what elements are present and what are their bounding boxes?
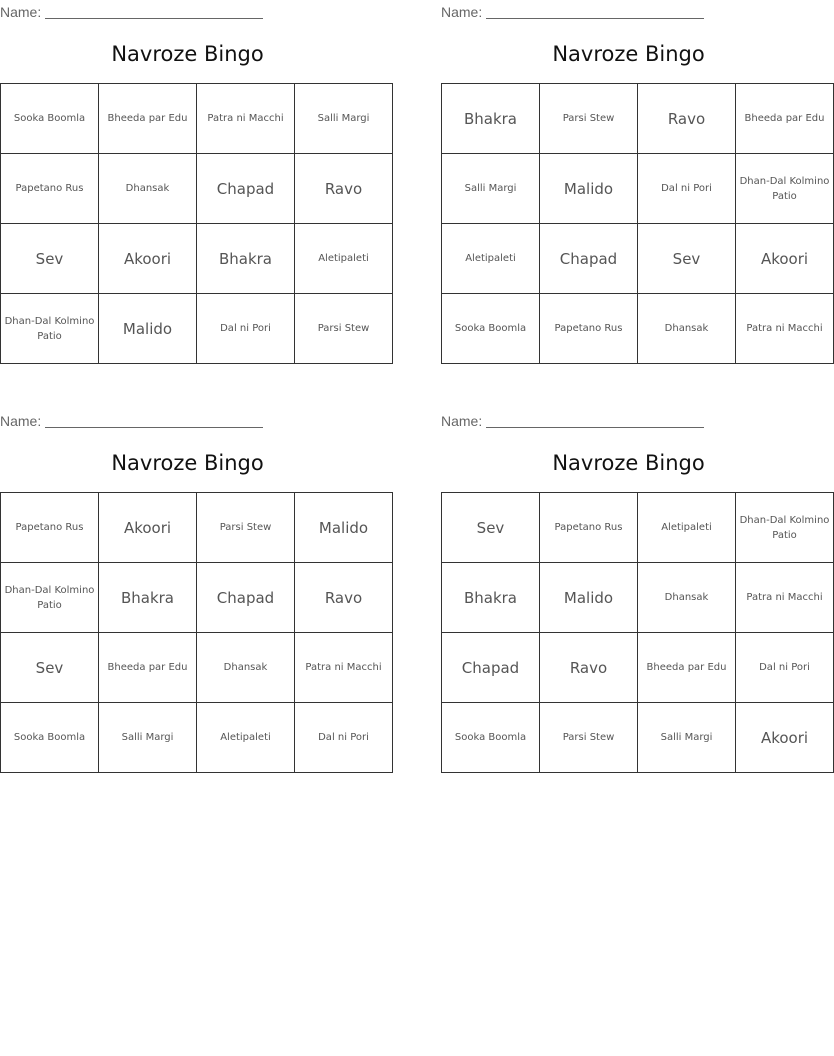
bingo-cell: Dhan-Dal Kolmino Patio <box>1 294 99 364</box>
name-label: Name: <box>441 413 483 429</box>
bingo-cell: Dal ni Pori <box>197 294 295 364</box>
bingo-cell: Dhan-Dal Kolmino Patio <box>1 563 99 633</box>
bingo-cell: Patra ni Macchi <box>736 563 834 633</box>
bingo-cell: Chapad <box>197 154 295 224</box>
grid-row <box>442 294 834 364</box>
name-field <box>441 411 704 429</box>
grid-row <box>442 493 834 563</box>
bingo-cell: Patra ni Macchi <box>736 294 834 364</box>
name-blank-line <box>45 413 263 428</box>
bingo-cell: Bhakra <box>442 84 540 154</box>
grid-row <box>442 563 834 633</box>
bingo-cell: Dhan-Dal Kolmino Patio <box>736 154 834 224</box>
bingo-cell: Dhan-Dal Kolmino Patio <box>736 493 834 563</box>
bingo-cell: Ravo <box>295 154 393 224</box>
grid-row <box>1 224 393 294</box>
grid-row <box>442 633 834 703</box>
name-label: Name: <box>441 4 483 20</box>
bingo-cell: Ravo <box>638 84 736 154</box>
bingo-cell: Dal ni Pori <box>736 633 834 703</box>
bingo-cell: Bheeda par Edu <box>736 84 834 154</box>
grid-row <box>1 154 393 224</box>
bingo-card-3 <box>0 409 382 774</box>
bingo-cell: Patra ni Macchi <box>295 633 393 703</box>
bingo-cell: Sooka Boomla <box>1 84 99 154</box>
bingo-cell: Dhansak <box>197 633 295 703</box>
bingo-cell: Ravo <box>295 563 393 633</box>
bingo-cell: Ravo <box>540 633 638 703</box>
bingo-cell: Dal ni Pori <box>638 154 736 224</box>
grid-row <box>1 294 393 364</box>
bingo-card-1 <box>0 0 375 365</box>
name-blank-line <box>486 413 704 428</box>
bingo-cell: Chapad <box>540 224 638 294</box>
bingo-cell: Salli Margi <box>99 703 197 773</box>
bingo-cell: Akoori <box>99 493 197 563</box>
bingo-cell: Bheeda par Edu <box>99 633 197 703</box>
bingo-cell: Dhansak <box>638 294 736 364</box>
bingo-cell: Sooka Boomla <box>442 703 540 773</box>
bingo-cell: Malido <box>99 294 197 364</box>
bingo-cell: Aletipaleti <box>638 493 736 563</box>
bingo-grid <box>441 492 834 773</box>
bingo-cell: Akoori <box>99 224 197 294</box>
name-label: Name: <box>0 413 42 429</box>
bingo-grid <box>0 492 393 773</box>
bingo-cell: Parsi Stew <box>295 294 393 364</box>
name-field <box>0 411 263 429</box>
bingo-cell: Sev <box>442 493 540 563</box>
bingo-cell: Sev <box>1 224 99 294</box>
grid-row <box>1 563 393 633</box>
bingo-cell: Dal ni Pori <box>295 703 393 773</box>
bingo-cell: Sooka Boomla <box>442 294 540 364</box>
bingo-cell: Papetano Rus <box>1 154 99 224</box>
bingo-cell: Bheeda par Edu <box>99 84 197 154</box>
card-title: Navroze Bingo <box>111 42 264 66</box>
name-field <box>441 2 704 20</box>
name-field <box>0 2 263 20</box>
bingo-cell: Dhansak <box>638 563 736 633</box>
grid-row <box>1 493 393 563</box>
bingo-cell: Sev <box>1 633 99 703</box>
name-label: Name: <box>0 4 42 20</box>
bingo-grid <box>0 83 393 364</box>
bingo-cell: Bheeda par Edu <box>638 633 736 703</box>
name-blank-line <box>45 4 263 19</box>
bingo-cell: Chapad <box>442 633 540 703</box>
grid-row <box>1 703 393 773</box>
card-title: Navroze Bingo <box>111 451 264 475</box>
grid-row <box>442 224 834 294</box>
bingo-cell: Parsi Stew <box>540 703 638 773</box>
grid-row <box>442 84 834 154</box>
card-title: Navroze Bingo <box>552 42 705 66</box>
bingo-cell: Bhakra <box>99 563 197 633</box>
name-blank-line <box>486 4 704 19</box>
bingo-cell: Dhansak <box>99 154 197 224</box>
bingo-cell: Papetano Rus <box>1 493 99 563</box>
bingo-cell: Parsi Stew <box>540 84 638 154</box>
bingo-grid <box>441 83 834 364</box>
bingo-cell: Salli Margi <box>442 154 540 224</box>
card-title: Navroze Bingo <box>552 451 705 475</box>
bingo-card-4 <box>441 409 830 774</box>
bingo-cell: Bhakra <box>197 224 295 294</box>
bingo-cell: Salli Margi <box>295 84 393 154</box>
grid-row <box>442 703 834 773</box>
bingo-cell: Sev <box>638 224 736 294</box>
bingo-cell: Salli Margi <box>638 703 736 773</box>
bingo-cell: Malido <box>295 493 393 563</box>
bingo-cell: Malido <box>540 154 638 224</box>
grid-row <box>1 633 393 703</box>
bingo-cell: Aletipaleti <box>442 224 540 294</box>
grid-row <box>442 154 834 224</box>
grid-row <box>1 84 393 154</box>
bingo-cell: Sooka Boomla <box>1 703 99 773</box>
bingo-card-2 <box>441 0 830 365</box>
bingo-cell: Aletipaleti <box>197 703 295 773</box>
bingo-cell: Malido <box>540 563 638 633</box>
bingo-cell: Papetano Rus <box>540 294 638 364</box>
bingo-cell: Bhakra <box>442 563 540 633</box>
bingo-cell: Aletipaleti <box>295 224 393 294</box>
bingo-cell: Akoori <box>736 224 834 294</box>
bingo-cell: Parsi Stew <box>197 493 295 563</box>
bingo-cell: Papetano Rus <box>540 493 638 563</box>
bingo-cell: Akoori <box>736 703 834 773</box>
bingo-cell: Chapad <box>197 563 295 633</box>
bingo-cell: Patra ni Macchi <box>197 84 295 154</box>
